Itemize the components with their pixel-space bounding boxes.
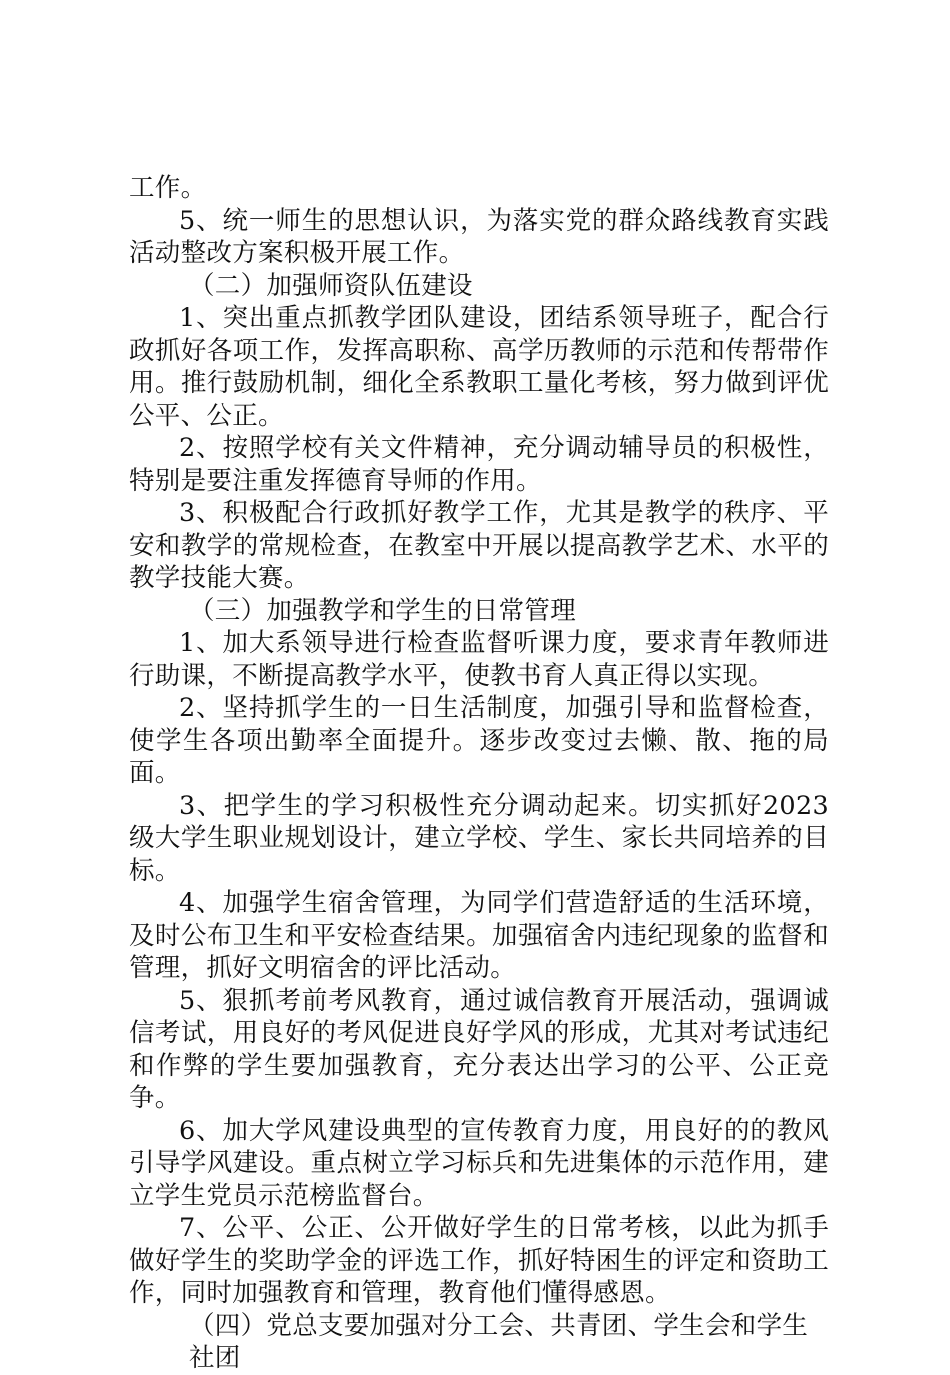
section-heading-3: （三）加强教学和学生的日常管理 [189, 595, 577, 626]
paragraph-item-2-daily-routine: 2、坚持抓学生的一日生活制度，加强引导和监督检查，使学生各项出勤率全面提升。逐步改变过去懒、散、拖的局面。 [129, 693, 829, 788]
paragraph-item-7-assessment: 7、公平、公正、公开做好学生的日常考核，以此为抓手做好学生的奖助学金的评选工作，抓好特困生的评定和资助工作，同时加强教育和管理，教育他们懂得感恩。 [129, 1213, 829, 1308]
paragraph-item-1-team-building: 1、突出重点抓教学团队建设，团结系领导班子，配合行政抓好各项工作，发挥高职称、高学历教师的示范和传帮带作用。推行鼓励机制，细化全系教职工量化考核，努力做到评优公平、公正。 [129, 303, 829, 431]
paragraph-item-1-lesson-supervision: 1、加大系领导进行检查监督听课力度，要求青年教师进行助课，不断提高教学水平，使教书育人真正得以实现。 [129, 628, 829, 691]
paragraph-item-4-dormitory: 4、加强学生宿舍管理，为同学们营造舒适的生活环境，及时公布卫生和平安检查结果。加强宿舍内违纪现象的监督和管理，抓好文明宿舍的评比活动。 [129, 888, 829, 983]
paragraph-item-3-teaching-work: 3、积极配合行政抓好教学工作，尤其是教学的秩序、平安和教学的常规检查，在教室中开展以提高教学艺术、水平的教学技能大赛。 [129, 498, 829, 593]
paragraph-item-5-exam-ethics: 5、狠抓考前考风教育，通过诚信教育开展活动，强调诚信考试，用良好的考风促进良好学风的形成，尤其对考试违纪和作弊的学生要加强教育，充分表达出学习的公平、公正竞争。 [129, 985, 829, 1113]
paragraph-item-2-counselors: 2、按照学校有关文件精神，充分调动辅导员的积极性，特别是要注重发挥德育导师的作用。 [129, 433, 829, 496]
paragraph-item-3-study-motivation: 3、把学生的学习积极性充分调动起来。切实抓好2023级大学生职业规划设计，建立学校、学生、家长共同培养的目标。 [129, 790, 829, 886]
document-body [129, 172, 829, 1375]
paragraph-item-5-unify-thinking: 5、统一师生的思想认识，为落实党的群众路线教育实践活动整改方案积极开展工作。 [129, 205, 829, 268]
section-heading-2: （二）加强师资队伍建设 [189, 270, 473, 301]
paragraph-item-6-study-style: 6、加大学风建设典型的宣传教育力度，用良好的的教风引导学风建设。重点树立学习标兵和先进集体的示范作用，建立学生党员示范榜监督台。 [129, 1115, 829, 1211]
section-heading-4: （四）党总支要加强对分工会、共青团、学生会和学生社团 [189, 1310, 809, 1373]
paragraph-continuation: 工作。 [129, 173, 207, 203]
